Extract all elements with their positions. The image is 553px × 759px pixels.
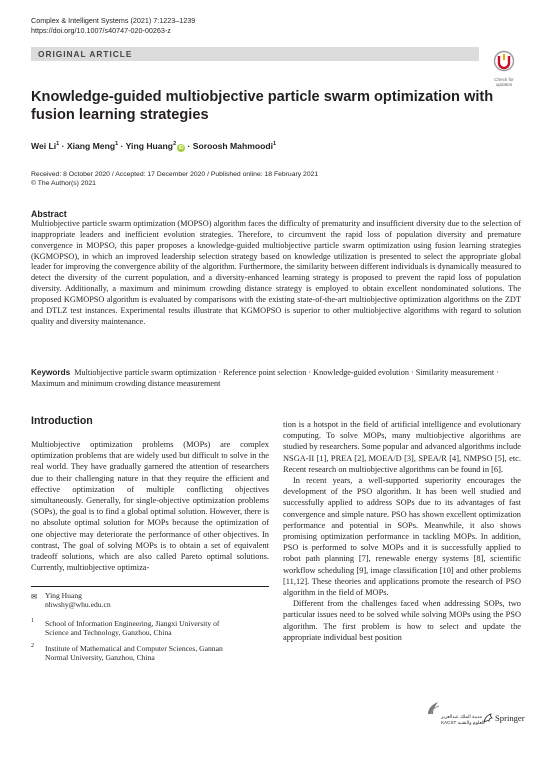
paragraph: Multiobjective optimization problems (MOPs) are complex optimization problems that are widely used but difficult to solve in the real world. They have gradually garnered the attention of researchers due to their challenging nature in that they require the efficient and effective optimization of multiple conflicting objectives simultaneously. Generally, for single-objective optimization problems (SOPs), the goal is to find a global optimal solution. However, there is no absolute optimal solution for MOPs because the optimization of one objective may deteriorate the performance of other objectives. In contrast, The goal of solving MOPs is to obtain a set of equivalent tradeoff solutions, which are also called Pareto optimal solutions. Currently, multiobjective optimiza- [31, 440, 269, 573]
copyright-notice: © The Author(s) 2021 [31, 180, 96, 187]
author-list [31, 141, 276, 152]
keywords-label: Keywords [31, 368, 71, 377]
springer-logo-text: Springer [495, 713, 525, 723]
check-updates-icon [488, 50, 520, 72]
author-name[interactable]: Ying Huang [125, 141, 174, 151]
affiliation-number: 2 [31, 643, 34, 649]
footnote-divider [31, 586, 269, 587]
affiliation-line: Science and Technology, Ganzhou, China [45, 628, 172, 637]
author-affiliation: 2 [173, 141, 177, 148]
author-separator: · [59, 141, 67, 151]
check-updates-line2: updates [495, 82, 513, 87]
paragraph: tion is a hotspot in the field of artificial intelligence and evolutionary computing. To solve MOPs, many multiobjective algorithms are studied by researchers. Some popular and advanced algorithms include NSGA-II [1], PREA [2], MOEA/D [3], SPEA/R [4], NMPSO [5], etc. Recent research on multiobjective algorithms can be found in [6]. [283, 420, 521, 474]
keywords-text: Multiobjective particle swarm optimization · Reference point selection · Knowledge-guided evolution · Similarity measurement · Maximum and minimum crowding distance measurement [31, 368, 499, 388]
corresponding-author-name: Ying Huang [45, 591, 82, 600]
kacst-arabic-name: مدينة الملك عبدالعزيز [441, 714, 483, 719]
affiliation-line: Normal University, Ganzhou, China [45, 653, 155, 662]
author-affiliation: 1 [56, 141, 60, 148]
journal-citation: Complex & Intelligent Systems (2021) 7:1223–1239 [31, 16, 196, 25]
article-type-label: ORIGINAL ARTICLE [38, 49, 133, 59]
author-separator: · [118, 141, 126, 151]
body-column-left [31, 439, 269, 573]
affiliation-line: Institute of Mathematical and Computer Sciences, Gannan [45, 644, 223, 653]
author-affiliation: 1 [272, 141, 277, 148]
author-affiliation: 1 [115, 141, 119, 148]
body-column-right [283, 419, 521, 643]
author-separator: · [185, 141, 193, 151]
author-name[interactable]: Xiang Meng [66, 141, 116, 151]
check-for-updates-badge[interactable] [488, 50, 520, 87]
kacst-arabic-subname: للعلوم والتقنية KACST [441, 720, 485, 725]
paragraph: Different from the challenges faced when addressing SOPs, two particular issues need to be solved while solving MOPs using the PSO algorithm. The first problem is how to select and update the appropriate individual best position [283, 599, 521, 642]
orcid-icon[interactable]: iD [178, 145, 184, 151]
paragraph: In recent years, a well-supported superiority encourages the development of the PSO algorithm. It has been well studied and successfully applied to address SOPs due to its advantages of fast convergence and simple nature. PSO has shown excellent optimization performance and potential in SOPs. Meanwhile, it also shows promising optimization performance in tackling MOPs. In addition, PSO is performed to solve MOPs and it is successfully applied to robot path planning [7], renewable energy systems [8], scientific workflow scheduling [9], image classification [10] and other problems [11,12]. These theories and applications promote the research of PSO algorithm in the field of MOPs. [283, 476, 521, 598]
check-updates-line1: Check for [494, 77, 514, 82]
corresponding-author-email[interactable]: nhwshy@whu.edu.cn [45, 600, 111, 609]
abstract-heading: Abstract [31, 209, 67, 219]
article-title: Knowledge-guided multiobjective particle swarm optimization with fusion learning strategies [31, 89, 494, 123]
author-name[interactable]: Soroosh Mahmoodi [192, 141, 273, 151]
introduction-heading: Introduction [31, 415, 93, 427]
author-name[interactable]: Wei Li [31, 141, 57, 151]
envelope-icon: ✉ [31, 592, 38, 601]
doi-link[interactable]: https://doi.org/10.1007/s40747-020-00263-z [31, 26, 171, 35]
publication-dates: Received: 8 October 2020 / Accepted: 17 December 2020 / Published online: 18 February 2021 [31, 171, 319, 178]
affiliation-line: School of Information Engineering, Jiangxi University of [45, 619, 220, 628]
springer-horse-icon [482, 712, 494, 724]
affiliation-number: 1 [31, 618, 34, 624]
kacst-logo-icon [425, 700, 441, 716]
keywords [31, 368, 521, 389]
kacst-latin-name: KACST [441, 720, 457, 725]
abstract-text: Multiobjective particle swarm optimization (MOPSO) algorithm faces the difficulty of prematurity and insufficient diversity due to the selection of inappropriate leaders and inefficient evolution strategies. Therefore, to circumvent the rapid loss of population diversity and premature convergence in MOPSO, this paper proposes a knowledge-guided multiobjective particle swarm optimization using fusion learning strategies (KGMOPSO), in which an improved leadership selection strategy based on knowledge utilization is presented to select the appropriate global leader for improving the convergence ability of the algorithm. Furthermore, the similarity between different individuals is dynamically measured to detect the diversity of the current population, and a diversity-enhanced learning strategy is proposed to prevent the rapid loss of population diversity. Additionally, a maximum and minimum crowding distance strategy is employed to obtain excellent nondominated solutions. The proposed KGMOPSO algorithm is evaluated by comparisons with the existing state-of-the-art multiobjective optimization algorithms on the ZDT and DTLZ test instances. Experimental results illustrate that KGMOPSO is superior to other multiobjective algorithms with regard to solution quality and diversity maintenance. [31, 219, 521, 326]
